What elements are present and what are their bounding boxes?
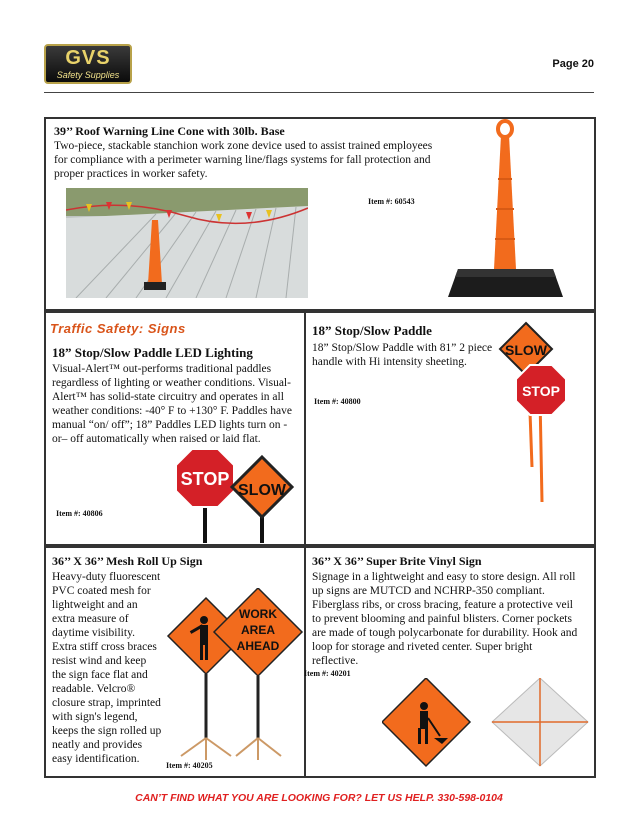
cone-section	[44, 117, 596, 311]
vinyl-sign-description: Signage in a lightweight and easy to store design. All roll up signs are MUTCD and NCHRP-350 compliant. Fiberglass ribs, or cross bracing, feature a protective veil to prevent blooming and painful blisters. Corner pockets are made of tough polycarbonate for durability. Hook and loop for storage and riveted center. Super bright reflective.	[312, 571, 578, 667]
led-paddle-image	[170, 443, 300, 543]
led-paddle-item-number: Item #: 40806	[56, 509, 103, 518]
paddle-column-divider	[304, 313, 306, 544]
led-stop-text: STOP	[180, 469, 230, 489]
paddle-image	[496, 317, 596, 507]
cone-description: Two-piece, stackable stanchion work zone device used to assist trained employees for compliance with a perimeter warning line/flags systems for fall protection and proper practices in worker safety.	[54, 140, 433, 180]
led-slow-text: SLOW	[238, 482, 286, 499]
paddle-item-number: Item #: 40800	[314, 397, 361, 406]
logo-sub-text: Safety Supplies	[56, 70, 120, 80]
footer-help-line: CAN’T FIND WHAT YOU ARE LOOKING FOR? LET US HELP. 330-598-0104	[135, 792, 503, 804]
cone-title: 39’’ Roof Warning Line Cone with 30lb. Base	[54, 124, 285, 138]
mesh-sign-title: 36’’ X 36’’ Mesh Roll Up Sign	[52, 554, 203, 568]
page-number: Page 20	[552, 58, 594, 70]
led-paddle-description: Visual-Alert™ out-performs traditional paddles regardless of lighting or weather conditions. Visual-Alert™ has solid-state circuitry and operates in all weather conditions: -40° F to +130° F. Paddles have manual “on/ off”; 18” Paddles LED lights turn on -or– off automatically when raised or laid flat.	[52, 363, 292, 445]
logo-main-text: GVS	[65, 47, 111, 69]
traffic-safety-heading: Traffic Safety: Signs	[50, 321, 186, 336]
led-paddle-title: 18” Stop/Slow Paddle LED Lighting	[52, 345, 253, 360]
mesh-sign-image	[166, 588, 306, 763]
vinyl-sign-title: 36’’ X 36’’ Super Brite Vinyl Sign	[312, 554, 482, 568]
paddle-description: 18” Stop/Slow Paddle with 81” 2 piece handle with Hi intensity sheeting.	[312, 342, 493, 368]
paddle-section	[44, 311, 596, 546]
mesh-sign-description: Heavy-duty fluorescent PVC coated mesh for lightweight and an extra measure of daytime visibility. Extra stiff cross braces resist wind and keep the sign face flat and readable. Velcro® closure strap, imprinted with sign's legend, keeps the sign rolled up neatly and provides easy identification.	[52, 571, 162, 765]
gvs-logo	[44, 44, 132, 84]
vinyl-sign-item-number: Item #: 40201	[304, 669, 351, 678]
mesh-sign-line-3: AHEAD	[236, 639, 280, 653]
cone-product-image	[438, 119, 578, 309]
roof-cone-photo	[66, 188, 308, 298]
paddle-stop-text: STOP	[522, 383, 560, 399]
paddle-slow-text: SLOW	[505, 342, 547, 358]
header-divider	[44, 92, 594, 93]
paddle-title: 18” Stop/Slow Paddle	[312, 323, 432, 338]
mesh-sign-item-number: Item #: 40205	[166, 761, 213, 770]
roll-up-sign-section	[44, 546, 596, 778]
mesh-sign-line-1: WORK	[239, 607, 277, 621]
mesh-sign-line-2: AREA	[240, 623, 276, 637]
cone-item-number: Item #: 60543	[368, 197, 415, 206]
vinyl-sign-image	[382, 678, 592, 768]
